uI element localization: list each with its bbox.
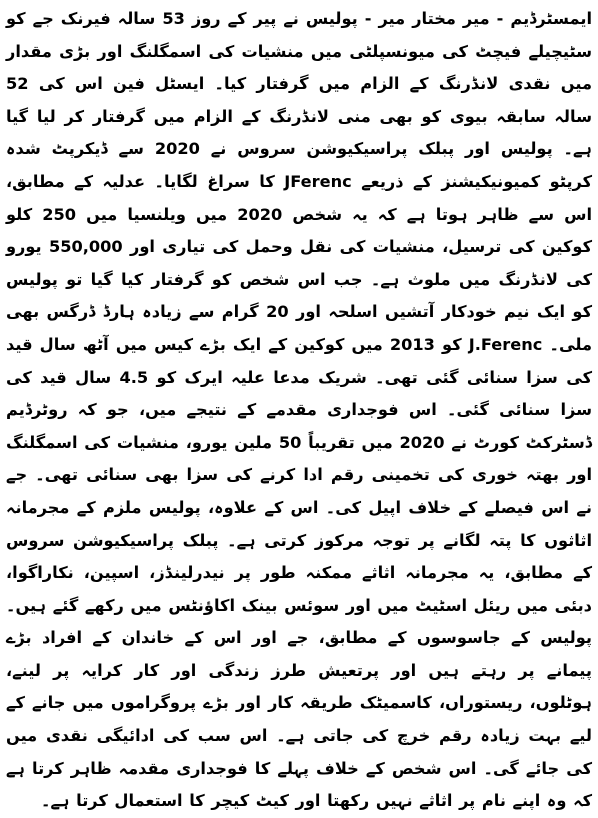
article-paragraph: ایمسٹرڈیم - میر مختار میر - پولیس نے پیر کے روز 53 سالہ فیرنک جے کو سٹیچیلے فیچٹ کی میونسپلٹی میں منشیات کی اسمگلنگ اور بڑی مقدار میں نقدی لانڈرنگ کے الزام میں گرفتار کیا۔ ایسٹل فین اس کی 52 سالہ سابقہ بیوی کو بھی منی لانڈرنگ کے الزام میں گرفتار کر لیا گیا ہے۔ پولیس اور پبلک پراسیکیوشن سروس نے 2020 سے ڈیکرپٹ شدہ کرپٹو کمیونیکیشنز کے ذریعے JFerenc کا سراغ لگایا۔ عدلیہ کے مطابق، اس سے ظاہر ہوتا ہے کہ یہ شخص 2020 میں ویلنسیا میں 250 کلو کوکین کی ترسیل، منشیات کی نقل وحمل کی تیاری اور 550,000 یورو کی لانڈرنگ میں ملوث ہے۔ جب اس شخص کو گرفتار کیا گیا تو پولیس کو ایک نیم خودکار آتشیں اسلحہ اور 20 گرام سے زیادہ ہارڈ ڈرگس بھی ملی۔ J.Ferenc کو 2013 میں کوکین کے ایک بڑے کیس میں آٹھ سال قید کی سزا سنائی گئی تھی۔ شریک مدعا علیہ ایرک کو 4.5 سال قید کی سزا سنائی گئی۔ اس فوجداری مقدمے کے نتیجے میں، جو کہ روٹرڈیم ڈسٹرکٹ کورٹ نے 2020 میں تقریباً 50 ملین یورو، منشیات کی اسمگلنگ اور بھتہ خوری کی تخمینی رقم ادا کرنے کی سزا بھی سنائی تھی۔ جے نے اس فیصلے کے خلاف اپیل کی۔ اس کے علاوہ، پولیس ملزم کے مجرمانہ اثاثوں کا پتہ لگانے پر توجہ مرکوز کرتی ہے۔ پبلک پراسیکیوشن سروس کے مطابق، یہ مجرمانہ اثاثے ممکنہ طور پر نیدرلینڈز، اسپین، نکاراگوا، دبئی میں ریئل اسٹیٹ میں اور سوئس بینک اکاؤنٹس میں رکھے گئے ہیں۔ پولیس کے جاسوسوں کے مطابق، جے اور اس کے خاندان کے افراد بڑے پیمانے پر رہتے ہیں اور پرتعیش طرز زندگی اور کار کرایہ پر لینے، ہوٹلوں، ریستوراں، کاسمیٹک طریقہ کار اور بڑے پروگراموں میں جانے کے لیے بہت زیادہ رقم خرچ کی جاتی ہے۔ اس سب کی ادائیگی نقدی میں کی جائے گی۔ اس شخص کے خلاف پہلے کا فوجداری مقدمہ ظاہر کرتا ہے کہ وہ اپنے نام پر اثاثے نہیں رکھتا اور کیٹ کیچر کا استعمال کرتا ہے۔ [6, 9, 593, 811]
